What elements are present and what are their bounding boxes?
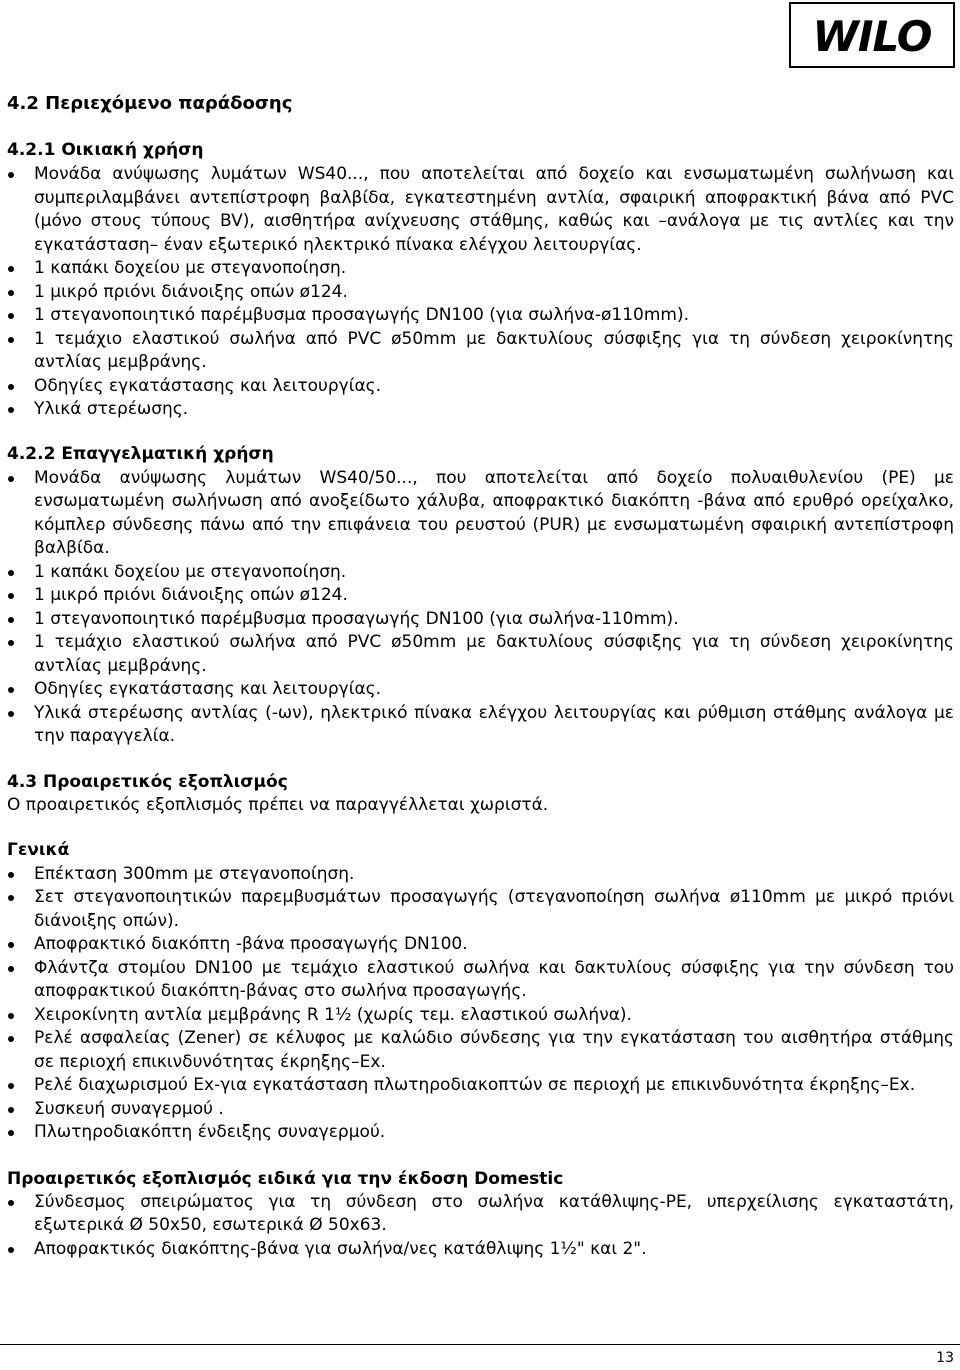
wilo-logo-mark	[791, 4, 953, 66]
list-4-2-1	[7, 163, 954, 422]
list-item: Επέκταση 300mm με στεγανοποίηση.	[7, 863, 954, 887]
list-item: 1 στεγανοποιητικό παρέμβυσμα προσαγωγής DN100 (για σωλήνα-110mm).	[7, 608, 954, 632]
footer-rule	[0, 1344, 960, 1345]
list-domestic	[7, 1191, 954, 1262]
list-item: Αποφρακτικός διακόπτης-βάνα για σωλήνα/νες κατάθλιψης 1½" και 2".	[7, 1238, 954, 1262]
list-item: 1 καπάκι δοχείου με στεγανοποίηση.	[7, 561, 954, 585]
list-item: Αποφρακτικό διακόπτη -βάνα προσαγωγής DN100.	[7, 933, 954, 957]
list-item: Υλικά στερέωσης.	[7, 398, 954, 422]
wilo-logo	[789, 2, 955, 68]
list-general	[7, 863, 954, 1145]
list-item: Μονάδα ανύψωσης λυμάτων WS40/50..., που αποτελείται από δοχείο πολυαιθυλενίου (PE) με ενσωματωμένη σωλήνωση από ανοξείδωτο χάλυβα, αποφρακτικό διακόπτη -βάνα από ερυθρό ορείχαλκο, κόμπλερ σύνδεσης πάνω από την επιφάνεια του ρευστού (PUR) με ενσωματωμένη σφαιρική αντεπίστροφη βαλβίδα.	[7, 467, 954, 561]
list-item: 1 στεγανοποιητικό παρέμβυσμα προσαγωγής DN100 (για σωλήνα-ø110mm).	[7, 304, 954, 328]
list-item: Σύνδεσμος σπειρώματος για τη σύνδεση στο σωλήνα κατάθλιψης-PE, υπερχείλισης εγκαταστάτη, εξωτερικά Ø 50x50, εσωτερικά Ø 50x63.	[7, 1191, 954, 1238]
list-item: 1 μικρό πριόνι διάνοιξης οπών ø124.	[7, 281, 954, 305]
list-item: Ρελέ διαχωρισμού Ex-για εγκατάσταση πλωτηροδιακοπτών σε περιοχή με επικινδυνότητα έκρηξης–Ex.	[7, 1074, 954, 1098]
list-item: Υλικά στερέωσης αντλίας (-ων), ηλεκτρικό πίνακα ελέγχου λειτουργίας και ρύθμιση στάθμης ανάλογα με την παραγγελία.	[7, 702, 954, 749]
section-heading-4-2-1: 4.2.1 Οικιακή χρήση	[7, 140, 204, 160]
list-item: Μονάδα ανύψωσης λυμάτων WS40..., που αποτελείται από δοχείο και ενσωματωμένη σωλήνωση και συμπεριλαμβάνει αντεπίστροφη βαλβίδα, εγκατεστημένη αντλία, σφαιρική αποφρακτική βάνα από PVC (μόνο στους τύπους BV), αισθητήρα ανίχνευσης στάθμης, καθώς και –ανάλογα με τις αντλίες και την εγκατάσταση– έναν εξωτερικό ηλεκτρικό πίνακα ελέγχου λειτουργίας.	[7, 163, 954, 257]
list-item: Οδηγίες εγκατάστασης και λειτουργίας.	[7, 375, 954, 399]
list-item: Συσκευή συναγερμού .	[7, 1098, 954, 1122]
list-item: Ρελέ ασφαλείας (Zener) σε κέλυφος με καλώδιο σύνδεσης για την εγκατάσταση του αισθητήρα στάθμης σε περιοχή επικινδυνότητας έκρηξης–Ex.	[7, 1027, 954, 1074]
subheading-domestic: Προαιρετικός εξοπλισμός ειδικά για την έκδοση Domestic	[7, 1168, 564, 1189]
list-4-2-2	[7, 467, 954, 749]
section-intro-4-3: Ο προαιρετικός εξοπλισμός πρέπει να παραγγέλλεται χωριστά.	[7, 794, 549, 815]
list-item: 1 μικρό πριόνι διάνοιξης οπών ø124.	[7, 584, 954, 608]
subheading-general: Γενικά	[7, 839, 70, 860]
list-item: Σετ στεγανοποιητικών παρεμβυσμάτων προσαγωγής (στεγανοποίηση σωλήνα ø110mm με μικρό πριόνι διάνοιξης οπών).	[7, 886, 954, 933]
list-item: Χειροκίνητη αντλία μεμβράνης R 1½ (χωρίς τεμ. ελαστικού σωλήνα).	[7, 1004, 954, 1028]
list-item: Φλάντζα στομίου DN100 με τεμάχιο ελαστικού σωλήνα και δακτυλίους σύσφιξης για την σύνδεση του αποφρακτικού διακόπτη-βάνας στο σωλήνα προσαγωγής.	[7, 957, 954, 1004]
list-item: Πλωτηροδιακόπτη ένδειξης συναγερμού.	[7, 1121, 954, 1145]
list-item: 1 καπάκι δοχείου με στεγανοποίηση.	[7, 257, 954, 281]
section-heading-4-2: 4.2 Περιεχόμενο παράδοσης	[7, 93, 293, 114]
list-item: 1 τεμάχιο ελαστικού σωλήνα από PVC ø50mm με δακτυλίους σύσφιξης για τη σύνδεση χειροκίνητης αντλίας μεμβράνης.	[7, 631, 954, 678]
list-item: 1 τεμάχιο ελαστικού σωλήνα από PVC ø50mm με δακτυλίους σύσφιξης για τη σύνδεση χειροκίνητης αντλίας μεμβράνης.	[7, 328, 954, 375]
section-heading-4-3: 4.3 Προαιρετικός εξοπλισμός	[7, 771, 288, 792]
logo-text: WILO	[812, 12, 932, 61]
section-heading-4-2-2: 4.2.2 Επαγγελματική χρήση	[7, 443, 274, 464]
page-number: 13	[936, 1350, 954, 1366]
document-body	[7, 92, 954, 1261]
list-item: Οδηγίες εγκατάστασης και λειτουργίας.	[7, 678, 954, 702]
